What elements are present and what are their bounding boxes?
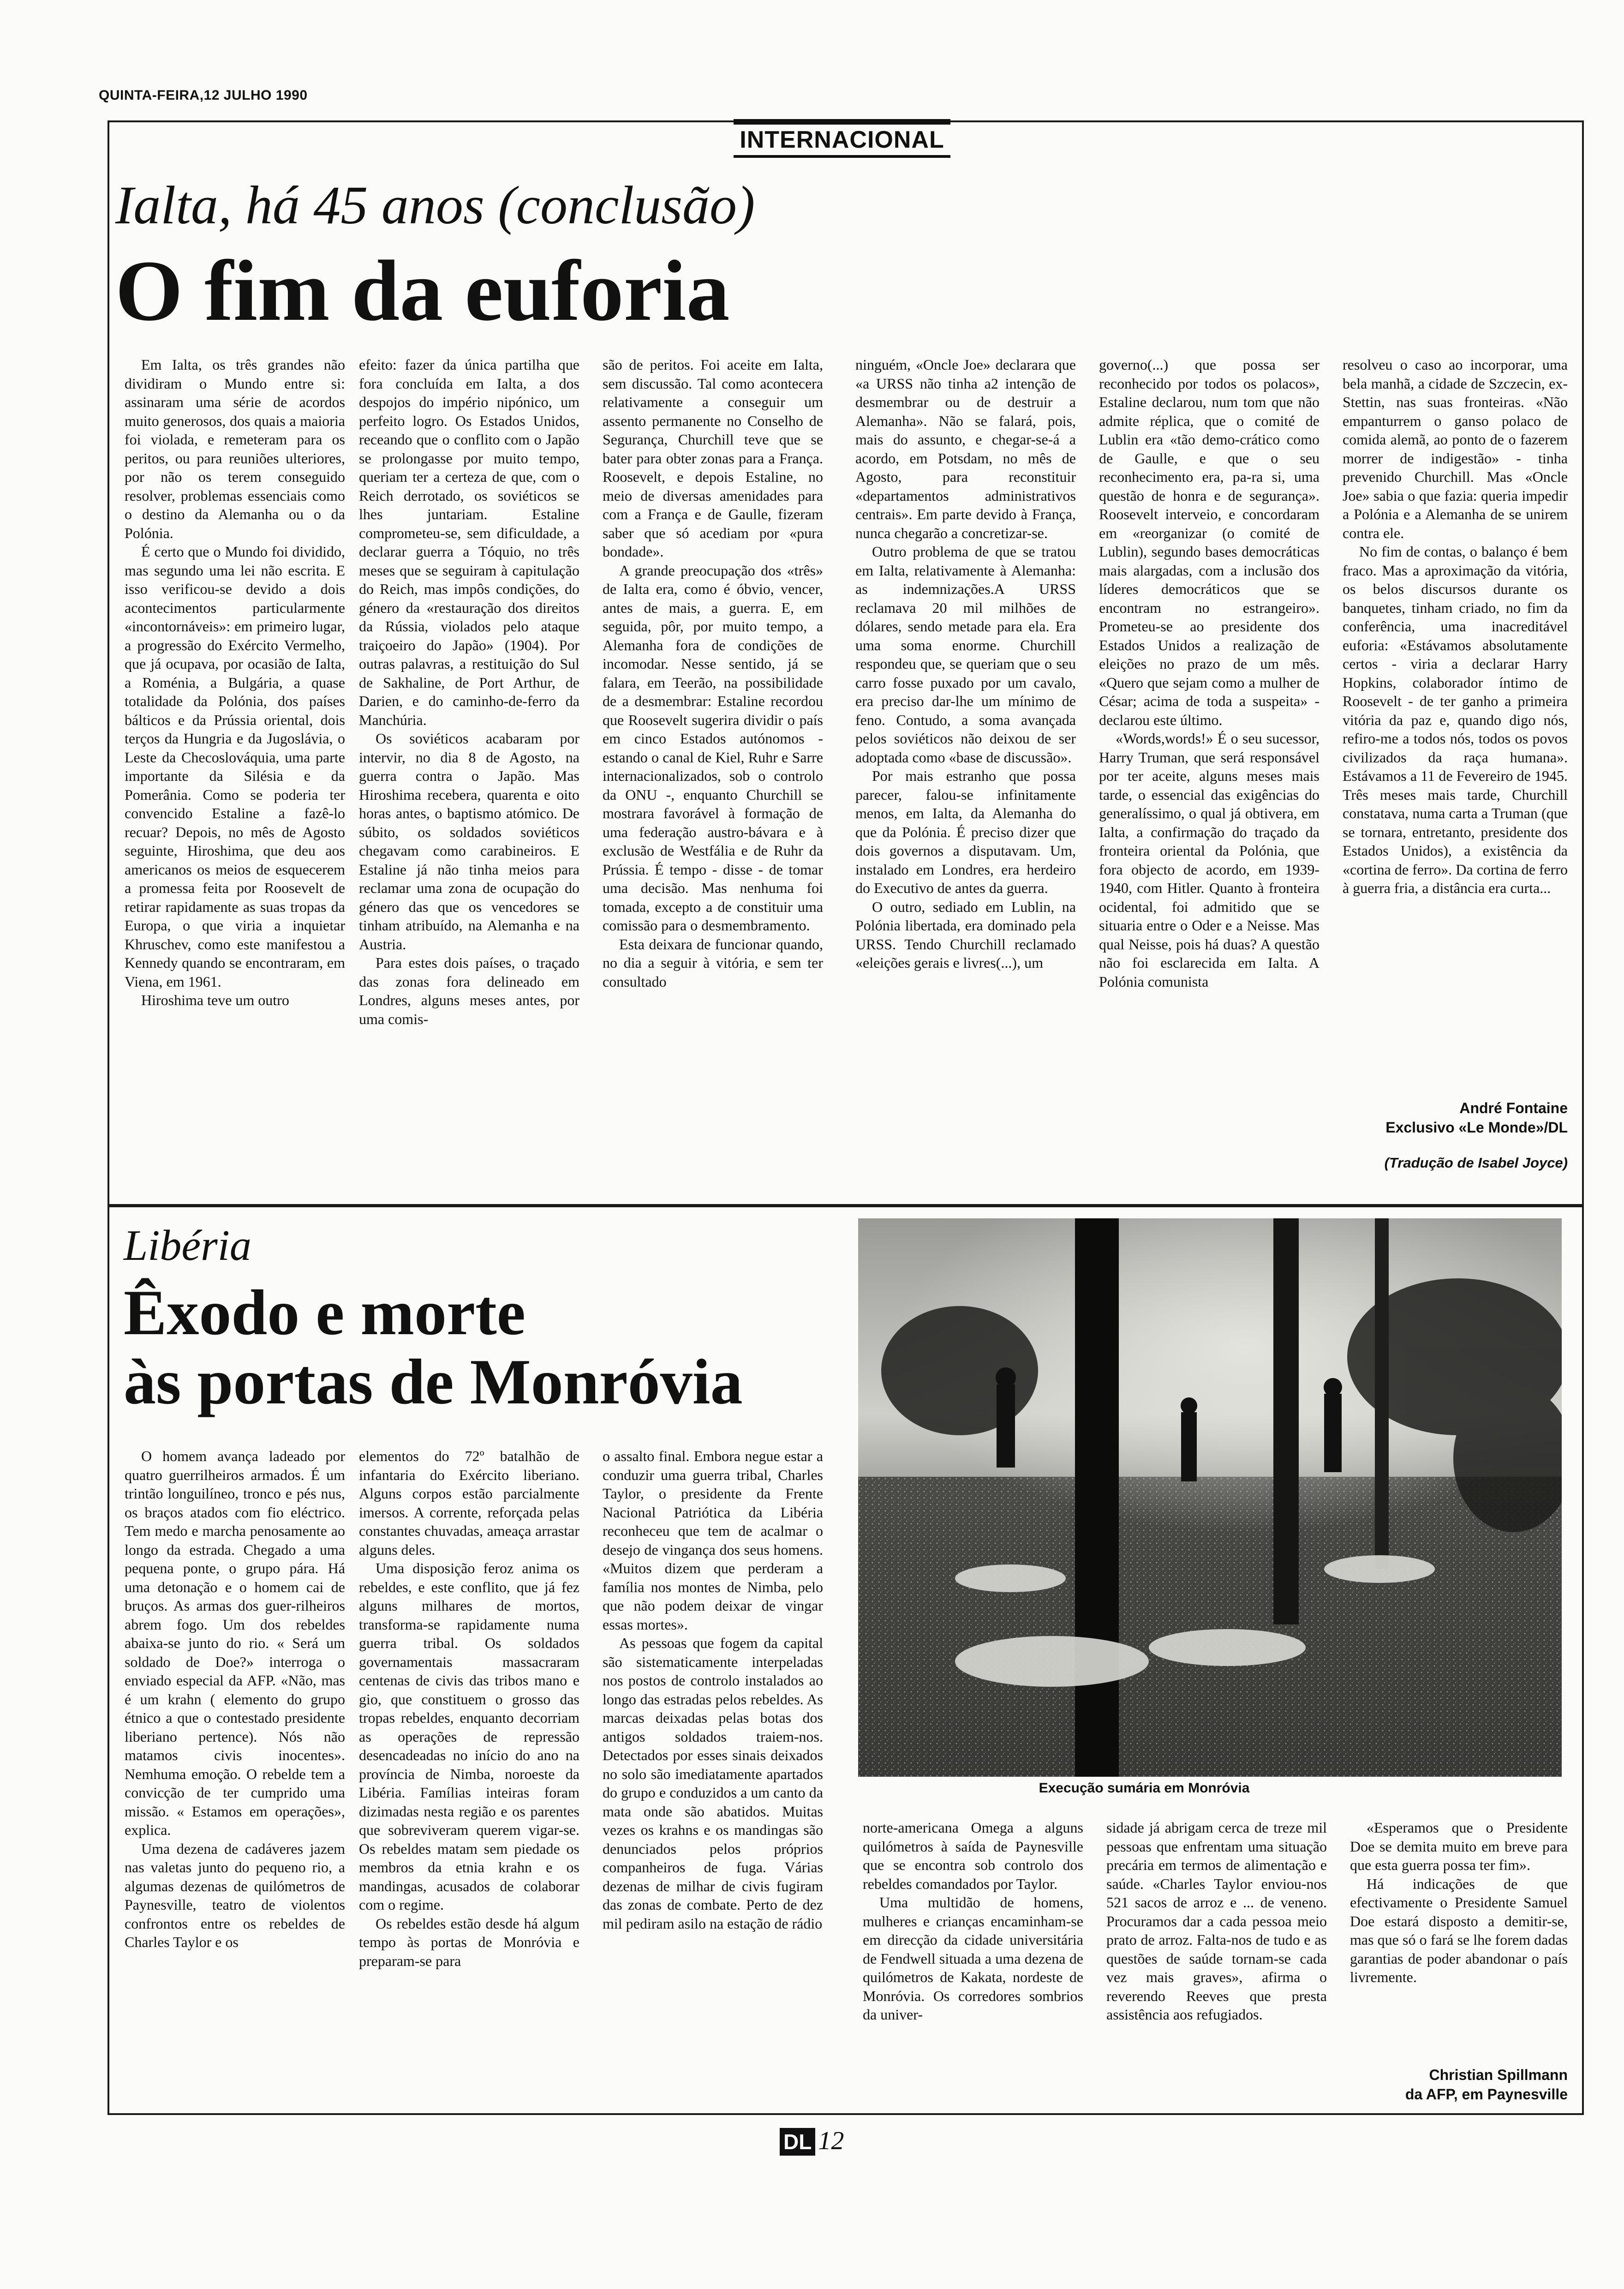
article1-byline: [1343, 1098, 1568, 1137]
paragraph: ninguém, «Oncle Joe» declarara que «a URSS não tinha a2 intenção de desmembrar ou de destruir a Alemanha». Não se falará, pois, mais do assunto, e chegar-se-á a acordo, em Potsdam, no mês de Agosto, para reconstituir «departamentos administrativos centrais». Em parte devido à França, nunca chegarão a concretizar-se.: [855, 356, 1076, 541]
paragraph: As pessoas que fogem da capital são sistematicamente interpeladas nos postos de controlo instalados ao longo das estradas pelos rebeldes. As marcas deixadas pelas botas dos antigos soldados traiem-nos. Detectados por esses sinais deixados no solo são imediatamente apartados do grupo e conduzidos a um canto da mata onde são abatidos. Muitas vezes os krahns e os mandingas são denunciados pelos próprios companheiros de fuga. Várias dezenas de milhar de civis fugiram das zonas de combate. Perto de dez mil pediram asilo na estação de rádio: [603, 1635, 823, 1932]
paragraph: A grande preocupação dos «três» de Ialta era, como é óbvio, vencer, antes de mais, a guerra. E, em seguida, pôr, por muito tempo, a Alemanha fora de condições de incomodar. Nesse sentido, já se falara, em Teerão, na possibilidade de a desmembrar: Estaline recordou que Roosevelt sugerira dividir o país em cinco Estados autónomos - estando o canal de Kiel, Ruhr e Sarre internacionalizados, sob o controlo da ONU -, enquanto Churchill se mostrara favorável à formação de uma federação austro-bávara e à exclusão de Westfália e de Ruhr da Prússia. É tempo - disse - de tomar uma decisão. Mas nenhuma foi tomada, excepto a de constituir uma comissão para o desmembramento.: [603, 562, 823, 934]
headline-line: Êxodo e morte: [124, 1277, 525, 1348]
paragraph: Uma dezena de cadáveres jazem nas valetas junto do pequeno rio, a algumas dezenas de quilómetros de Paynesville, teatro de violentos confrontos entre os rebeldes de Charles Taylor e os: [125, 1840, 345, 1950]
paragraph: «Words,words!» É o seu sucessor, Harry Truman, que será responsável por ter aceite, alguns meses mais tarde, o essencial das exigências do generalíssimo, o qual já obtivera, em Ialta, a confirmação do traçado da fronteira oriental da Polónia, que fora objecto de acordo, em 1939-1940, com Hitler. Quanto à fronteira ocidental, foi admitido que se situaria entre o Oder e a Neisse. Mas qual Neisse, pois há duas? A questão não foi esclarecida em Ialta. A Polónia comunista: [1099, 730, 1320, 990]
news-photo: [858, 1218, 1562, 1777]
paragraph: No fim de contas, o balanço é bem fraco. Mas a aproximação da vitória, os belos discursos durante os banquetes, tinham criado, no fim da conferência, uma inacreditável euforia: «Estávamos absolutamente certos - viria a declarar Harry Hopkins, colaborador íntimo de Roosevelt - de ter ganho a primeira vitória da paz e, quando digo nós, refiro-me a todos nós, todos os povos civilizados da raça humana». Estávamos a 11 de Fevereiro de 1945. Três meses mais tarde, Churchill constatava, numa carta a Truman (que se tornara, entretanto, presidente dos Estados Unidos), a existência da «cortina de ferro». Da cortina de ferro à guerra fria, a distância era curta...: [1343, 543, 1568, 896]
article2-column-4: [863, 1818, 1083, 2114]
article2-byline: [1350, 2065, 1568, 2104]
paragraph: O homem avança ladeado por quatro guerrilheiros armados. É um trintão longuilíneo, tronco e pés nus, os braços atados com fio eléctrico. Tem medo e marcha penosamente ao longo da estrada. Chegado a uma pequena ponte, o grupo pára. Há uma detonação e o homem cai de bruços. As armas dos guer-rilheiros abrem fogo. Um dos rebeldes abaixa-se junto do rio. « Será um soldado de Doe?» interroga o enviado especial da AFP. «Não, mas é um krahn ( elemento do grupo étnico a que o contestado presidente liberiano pertence). Nós não matamos civis inocentes». Nemhuma emoção. O rebelde tem a convicção de ter cumprido uma missão. « Estamos em operações», explica.: [125, 1448, 345, 1838]
photo-caption: Execução sumária em Monróvia: [1039, 1780, 1250, 1796]
article1-column-1: [125, 355, 345, 1181]
author-name: Christian Spillmann: [1429, 2067, 1568, 2083]
section-rule: [734, 155, 950, 158]
author-affiliation: Exclusivo «Le Monde»/DL: [1385, 1119, 1568, 1136]
page-footer: [780, 2125, 844, 2156]
article1-column-6: [1343, 355, 1568, 1094]
paragraph: resolveu o caso ao incorporar, uma bela manhã, a cidade de Szczecin, ex-Stettin, nas suas fronteiras. «Não empanturrem o ganso polaco de comida alemã, ao ponto de o fazerem morrer de indigestão» - tinha prevenido Churchill. Mas «Oncle Joe» sabia o que fazia: queria impedir a Polónia e a Alemanha de se unirem contra ele.: [1343, 356, 1568, 541]
article2-column-1: [125, 1447, 345, 2111]
article2-headline: [124, 1278, 743, 1417]
paragraph: O outro, sediado em Lublin, na Polónia libertada, era dominado pela URSS. Tendo Churchill reclamado «eleições gerais e livres(...), um: [855, 898, 1076, 971]
section-divider: [107, 1204, 1584, 1207]
paragraph: «Esperamos que o Presidente Doe se demita muito em breve para que esta guerra possa ter fim».: [1350, 1819, 1568, 1873]
paragraph: elementos do 72º batalhão de infantaria do Exército liberiano. Alguns corpos estão parcialmente imersos. A corrente, reforçada pelas constantes chuvadas, ameaça arrastar alguns deles.: [359, 1448, 579, 1558]
article1-headline: O fim da euforia: [115, 242, 730, 339]
paragraph: Hiroshima teve um outro: [141, 992, 289, 1008]
paragraph: Uma disposição feroz anima os rebeldes, e este conflito, que já fez alguns milhares de mortos, transforma-se rapidamente numa guerra tribal. Os soldados governamentais massacraram centenas de civis das tribos mano e gio, que constituem o grosso das tropas rebeldes, enquanto decorriam as operações de repressão desencadeadas no início do ano na província de Nimba, noroeste da Libéria. Famílias inteiras foram dizimadas nesta região e os parentes que sobreviveram querem vigar-se. Os rebeldes matam sem piedade os membros da etnia krahn e os mandingas, acusados de colaborar com o regime.: [359, 1560, 579, 1913]
article1-column-4: [855, 355, 1076, 1181]
article1-kicker: Ialta, há 45 anos (conclusão): [115, 175, 755, 235]
article2-column-6: [1350, 1818, 1568, 2035]
article2-column-3: [603, 1447, 823, 2111]
paragraph: efeito: fazer da única partilha que fora concluída em Ialta, a dos despojos do império nipónico, um perfeito logro. Os Estados Unidos, receando que o conflito com o Japão se prolongasse por muito tempo, queriam ter a certeza de que, com o Reich derrotado, os soviéticos se lhes juntariam. Estaline comprometeu-se, sem dificuldade, a declarar guerra a Tóquio, no três meses que se seguiram à capitulação do Reich, mas impôs condições, do género da «restauração dos direitos da Rússia, violados pelo ataque traiçoeiro do Japão» (1904). Por outras palavras, a restituição do Sul de Sakhaline, de Port Arthur, de Darien, e do caminho-de-ferro da Manchúria.: [359, 356, 579, 728]
author-name: André Fontaine: [1459, 1100, 1568, 1116]
article2-column-5: [1106, 1818, 1327, 2114]
page-number: 12: [818, 2127, 844, 2155]
paragraph: Esta deixara de funcionar quando, no dia a seguir à vitória, e sem ter consultado: [603, 935, 823, 990]
execution-photo-illustration: [858, 1218, 1562, 1777]
paragraph: governo(...) que possa ser reconhecido por todos os polacos», Estaline declarou, num tom que não admite réplica, que o comité de Lublin era «tão demo-crático como de Gaulle, e que o seu reconhecimento era, pa-ra si, uma questão de honra e de segurança». Roosevelt interveio, e concordaram em «reorganizar (o comité de Lublin), segundo bases democráticas mais alargadas, com a inclusão dos líderes democráticos que se encontram no estrangeiro». Prometeu-se ao presidente dos Estados Unidos a realização de eleições no prazo de um mês. «Quero que sejam como a mulher de César; acima de toda a suspeita» - declarou este último.: [1099, 356, 1320, 728]
paragraph: norte-americana Omega a alguns quilómetros à saída de Paynesville que se encontra sob controlo dos rebeldes comandados por Taylor.: [863, 1819, 1083, 1892]
paragraph: Uma multidão de homens, mulheres e crianças encaminham-se em direcção da cidade universitária de Fendwell situada a uma dezena de quilómetros de Kakata, nordeste de Monróvia. Os corredores sombrios da univer-: [863, 1894, 1083, 2023]
paragraph: Outro problema de que se tratou em Ialta, relativamente à Alemanha: as indemnizações.A URSS reclamava 20 mil milhões de dólares, sendo metade para ela. Era uma soma enorme. Churchill respondeu que, se queriam que o seu carro fosse puxado por um cavalo, era preciso dar-lhe um mínimo de feno. Contudo, a soma avançada pelos soviéticos não deixou de ser adoptada como «base de discussão».: [855, 543, 1076, 766]
section-rubric: INTERNACIONAL: [734, 119, 950, 155]
paragraph: Há indicações de que efectivamente o Presidente Samuel Doe estará disposto a demitir-se, mas que só o fará se lhe forem dadas garantias de poder abandonar o país livremente.: [1350, 1875, 1568, 1985]
paragraph: Os soviéticos acabaram por intervir, no dia 8 de Agosto, na guerra contra o Japão. Mas Hiroshima recebera, quarenta e oito horas antes, o baptismo atómico. De súbito, os soldados soviéticos chegavam como carabineiros. E Estaline já não tinha meios para reclamar uma zona de ocupação do género das que os vencedores se tinham atribuído, na Alemanha e na Austria.: [359, 730, 579, 953]
author-affiliation: da AFP, em Paynesville: [1405, 2086, 1568, 2103]
dateline: QUINTA-FEIRA,12 JULHO 1990: [99, 88, 308, 103]
paragraph: Por mais estranho que possa parecer, falou-se infinitamente menos, em Ialta, da Alemanha do que da Polónia. É preciso dizer que dois governos a disputavam. Um, instalado em Londres, era herdeiro do Executivo de antes da guerra.: [855, 767, 1076, 896]
paragraph: Para estes dois países, o traçado das zonas fora delineado em Londres, alguns meses antes, por uma comis-: [359, 954, 579, 1027]
paragraph: são de peritos. Foi aceite em Ialta, sem discussão. Tal como acontecera relativamente a conseguir um assento permanente no Conselho de Segurança, Churchill teve que se bater para obter zonas para a França. Roosevelt, e depois Estaline, no meio de diversas amenidades para com a França e de Gaulle, fizeram saber que só acediam por «pura bondade».: [603, 356, 823, 560]
headline-line: às portas de Monróvia: [124, 1346, 743, 1418]
article2-kicker: Libéria: [124, 1222, 251, 1270]
translation-credit: (Tradução de Isabel Joyce): [1384, 1155, 1568, 1171]
article1-column-5: [1099, 355, 1320, 1181]
article1-column-3: [603, 355, 823, 1181]
newspaper-logo: DL: [780, 2128, 815, 2156]
paragraph: Em Ialta, os três grandes não dividiram o Mundo entre si: assinaram uma série de acordos muito generosos, dos quais a maioria foi violada, e remeteram para os peritos, ou para reuniões ulteriores, por não os terem conseguido resolver, problemas essenciais como o destino da Alemanha ou o da Polónia.: [125, 356, 345, 541]
paragraph: Os rebeldes estão desde há algum tempo às portas de Monróvia e preparam-se para: [359, 1915, 579, 1969]
article1-column-2: [359, 355, 579, 1181]
paragraph: o assalto final. Embora negue estar a conduzir uma guerra tribal, Charles Taylor, o presidente da Frente Nacional Patriótica da Libéria reconheceu que tem de acalmar o desejo de vingança dos seus homens. «Muitos dizem que perderam a família nos montes de Nimba, pelo que não podem deixar de vingar essas mortes».: [603, 1448, 823, 1633]
article2-column-2: [359, 1447, 579, 2111]
paragraph: sidade já abrigam cerca de treze mil pessoas que enfrentam uma situação precária em termos de alimentação e saúde. «Charles Taylor enviou-nos 521 sacos de arroz e ... de veneno. Procuramos dar a cada pessoa meio prato de arroz. Falta-nos de tudo e as questões de saúde tornam-se cada vez mais graves», afirma o reverendo Reeves que presta assistência aos refugiados.: [1106, 1819, 1327, 2023]
paragraph: É certo que o Mundo foi dividido, mas segundo uma lei não escrita. E isso verificou-se devido a dois acontecimentos particularmente «incontornáveis»: em primeiro lugar, a progressão do Exército Vermelho, que já ocupava, por ocasião de Ialta, a Roménia, a Bulgária, a quase totalidade da Polónia, dos países bálticos e da Prússia oriental, dois terços da Hungria e da Jugoslávia, o Leste da Checoslováquia, uma parte importante da Silésia e da Pomerânia. Como se poderia ter convencido Estaline a fazê-lo recuar? Depois, no mês de Agosto seguinte, Hiroshima, que deu aos americanos os meios de esquecerem a promessa feita por Roosevelt de retirar rapidamente as suas tropas da Europa, o que viria a inquietar Khruschev, como este manifestou a Kennedy quando se encontraram, em Viena, em 1961.: [125, 543, 345, 990]
